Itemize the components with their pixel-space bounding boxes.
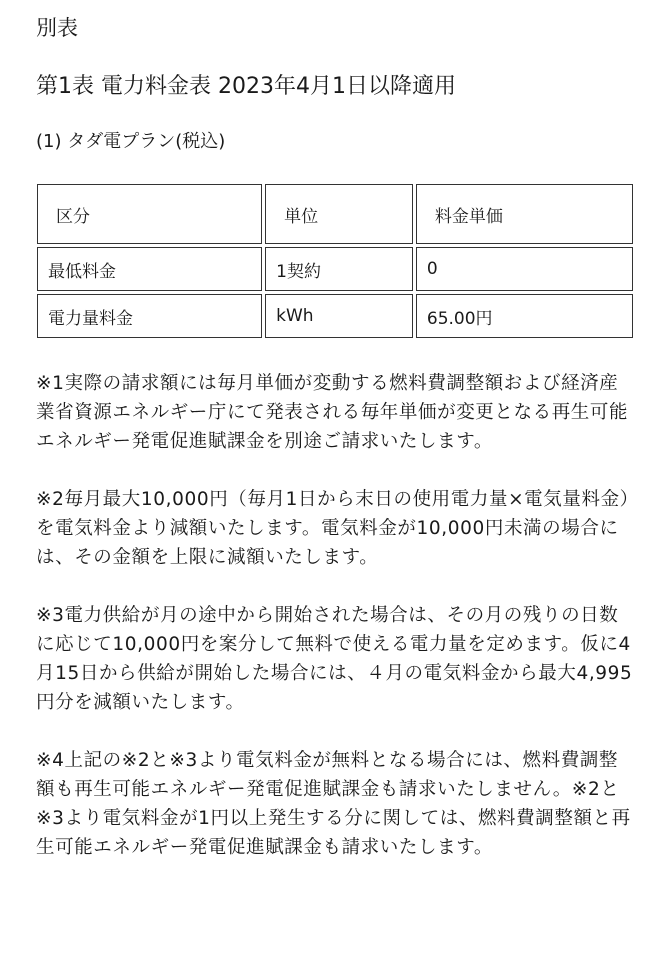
appendix-heading: 別表 [36,16,78,40]
table-row [37,247,633,291]
table-cell: 65.00円 [416,294,633,338]
table-cell: 1契約 [265,247,413,291]
table-header-cell: 料金単価 [416,184,633,244]
note-1: ※1実際の請求額には毎月単価が変動する燃料費調整額および経済産業省資源エネルギー庁にて発表される毎年単価が変更となる再生可能エネルギー発電促進賦課金を別途ご請求いたします。 [36,373,629,452]
note-4: ※4上記の※2と※3より電気料金が無料となる場合には、燃料費調整額も再生可能エネルギー発電促進賦課金も請求いたしません。※2と※3より電気料金が1円以上発生する分に関しては、燃料費調整額と再生可能エネルギー発電促進賦課金も請求いたします。 [36,750,631,858]
table-cell: kWh [265,294,413,338]
table-header-cell: 区分 [37,184,262,244]
table-cell: 電力量料金 [37,294,262,338]
page-title: 第1表 電力料金表 2023年4月1日以降適用 [36,74,456,99]
plan-name: (1) タダ電プラン(税込) [36,131,226,152]
notes-section [36,369,634,891]
table-cell: 最低料金 [37,247,262,291]
price-table [34,181,636,341]
note-3: ※3電力供給が月の途中から開始された場合は、その月の残りの日数に応じて10,000円を案分して無料で使える電力量を定めます。仮に4月15日から供給が開始した場合には、４月の電気料金から最大4,995円分を減額いたします。 [36,605,633,713]
note-2: ※2毎月最大10,000円（毎月1日から末日の使用電力量×電気量料金）を電気料金より減額いたします。電気料金が10,000円未満の場合には、その金額を上限に減額いたします。 [36,489,630,568]
table-row [37,294,633,338]
table-header-row [37,184,633,244]
table-cell: 0 [416,247,633,291]
table-header-cell: 単位 [265,184,413,244]
